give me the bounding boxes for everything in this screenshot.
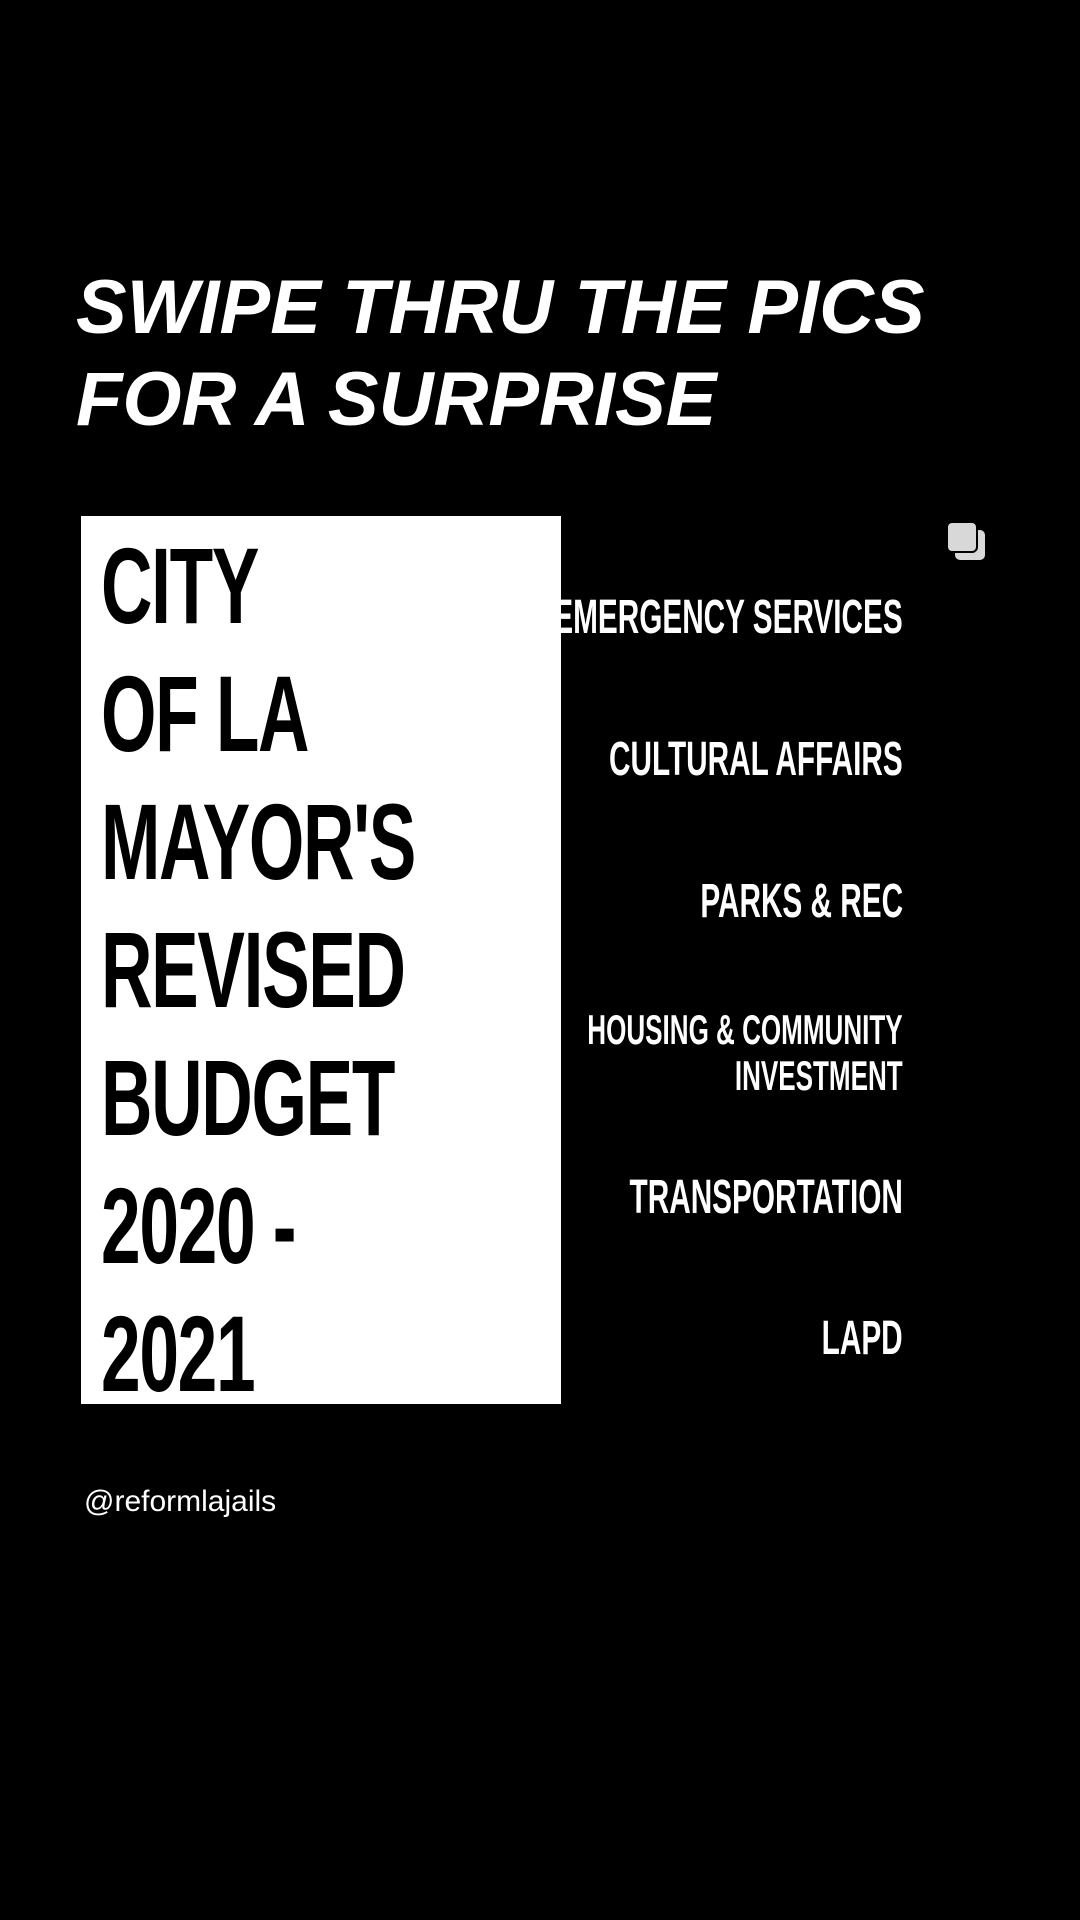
budget-title-line: OF LA	[101, 653, 309, 774]
budget-row-lapd	[561, 1281, 1017, 1397]
budget-title-line: 2021	[101, 1293, 255, 1414]
budget-row-label: TRANSPORTATION	[629, 1171, 903, 1224]
budget-title-line: MAYOR'S	[101, 781, 416, 902]
carousel-stack-icon	[945, 520, 987, 562]
budget-row-parks-rec	[561, 844, 1017, 960]
budget-row-cultural-affairs	[561, 702, 1017, 818]
budget-row-label: LAPD	[821, 1312, 903, 1365]
budget-row-label: HOUSING & COMMUNITY INVESTMENT	[587, 1006, 903, 1099]
budget-title-line: REVISED	[101, 909, 405, 1030]
story-headline	[76, 262, 925, 446]
budget-row-transportation	[561, 1140, 1017, 1256]
account-handle[interactable]: @reformlajails	[84, 1485, 277, 1518]
budget-title-line: CITY	[101, 525, 259, 646]
budget-title-line: 2020 -	[101, 1165, 296, 1286]
budget-row-label: EMERGENCY SERVICES	[553, 591, 903, 644]
budget-row-label: PARKS & REC	[700, 875, 903, 928]
shared-post-card[interactable]	[81, 516, 1017, 1414]
headline-line-2: FOR A SURPRISE	[76, 357, 717, 442]
headline-line-1: SWIPE THRU THE PICS	[76, 265, 925, 350]
budget-row-housing-community	[561, 995, 1017, 1111]
budget-title-line: BUDGET	[101, 1037, 395, 1158]
budget-row-label: CULTURAL AFFAIRS	[609, 733, 903, 786]
budget-row-emergency-services	[553, 560, 1017, 676]
